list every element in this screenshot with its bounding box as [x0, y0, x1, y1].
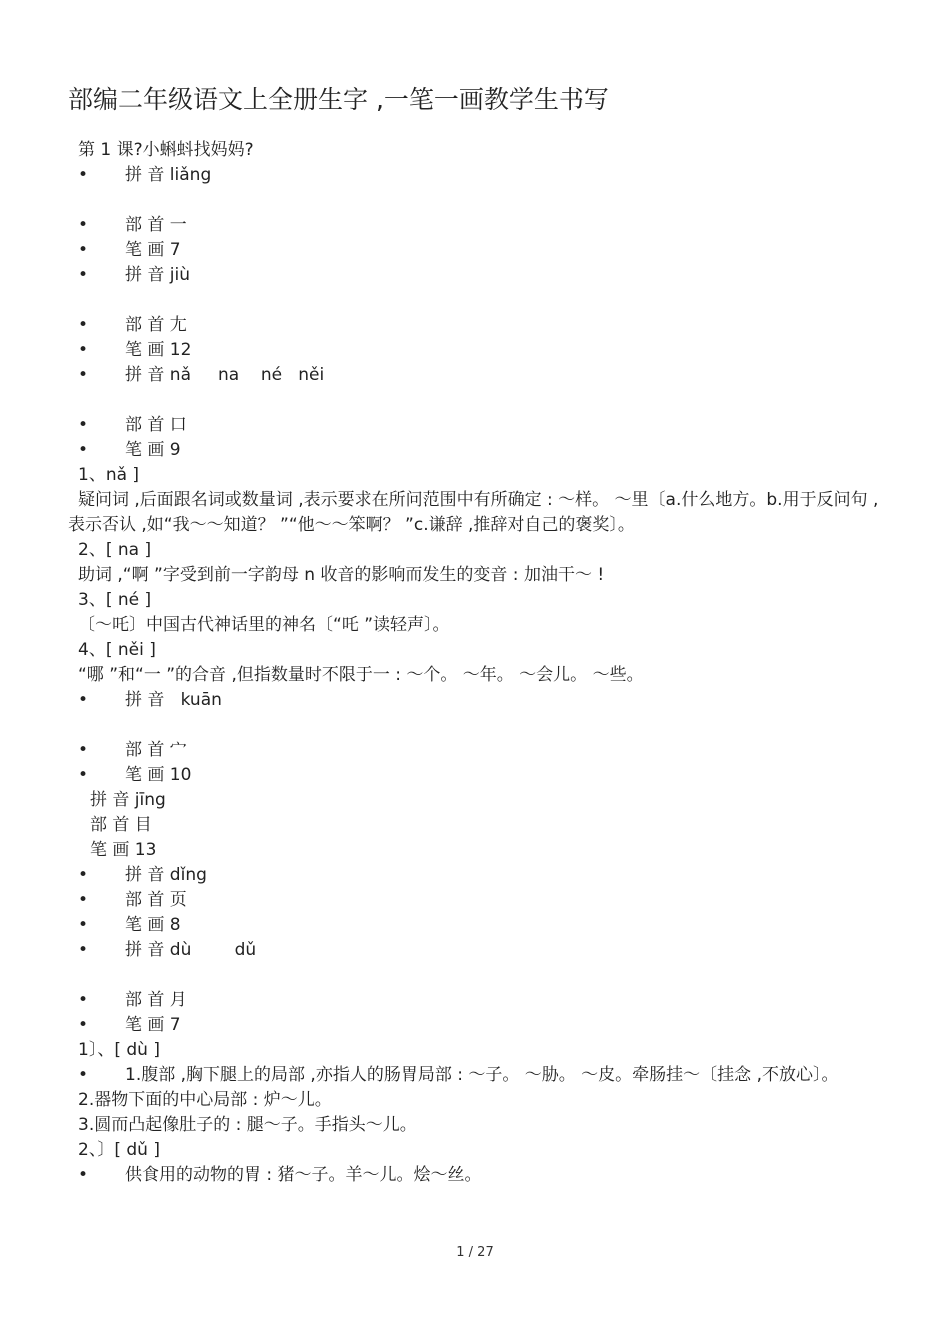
list-item: • 笔 画 7: [68, 238, 888, 263]
lesson-heading: 第 1 课?小蝌蚪找妈妈?: [78, 140, 254, 160]
definition-text: 2.器物下面的中心局部 : 炉～儿。: [78, 1090, 332, 1110]
list-item: • 拼 音 dǐng: [68, 863, 888, 888]
page-number: 1 / 27: [456, 1245, 494, 1260]
list-item: • 拼 音 liǎng: [68, 163, 888, 188]
bullet-icon: •: [78, 415, 89, 435]
definition-heading: 3、[ né ]: [78, 590, 152, 610]
definition-heading: 1〕、[ dù ]: [78, 1040, 160, 1060]
list-item: • 拼 音 dù dǔ: [68, 938, 888, 963]
list-item: • 笔 画 12: [68, 338, 888, 363]
list-item: • 部 首 口: [68, 413, 888, 438]
bullet-icon: •: [78, 165, 89, 185]
list-item: • 笔 画 9: [68, 438, 888, 463]
bullet-icon: •: [78, 940, 89, 960]
document-body: [68, 138, 888, 1188]
info-line: 部 首 目: [90, 815, 152, 835]
list-item: • 笔 画 7: [68, 1013, 888, 1038]
bullet-icon: •: [78, 865, 89, 885]
bullet-icon: •: [78, 340, 89, 360]
bullet-icon: •: [78, 890, 89, 910]
bullet-icon: •: [78, 1065, 89, 1085]
definition-text: • 1.腹部 ,胸下腿上的局部 ,亦指人的肠胃局部 : ～子。 ～胁。 ～皮。牵肠挂～〔挂念 ,不放心〕。: [68, 1063, 888, 1088]
blank-line: [68, 288, 888, 313]
list-item: • 笔 画 10: [68, 763, 888, 788]
bullet-icon: •: [78, 740, 89, 760]
definition-text: 助词 ,“啊 ”字受到前一字韵母 n 收音的影响而发生的变音 : 加油干～ !: [78, 565, 605, 585]
list-item: • 笔 画 8: [68, 913, 888, 938]
definition-text: 疑问词 ,后面跟名词或数量词 ,表示要求在所问范围中有所确定 : ～样。 ～里〔a.什么地方。b.用于反问句 ,表示否认 ,如“我～～知道？ ”“他～～笨啊？ ”c.谦辞 ,推辞对自己的褒奖〕。: [68, 490, 879, 535]
list-item: • 部 首 月: [68, 988, 888, 1013]
definition-text: 3.圆而凸起像肚子的 : 腿～子。手指头～儿。: [78, 1115, 417, 1135]
list-item: • 部 首 宀: [68, 738, 888, 763]
list-item: • 供食用的动物的胃 : 猪～子。羊～儿。烩～丝。: [68, 1163, 888, 1188]
bullet-icon: •: [78, 1015, 89, 1035]
bullet-icon: •: [78, 690, 89, 710]
blank-line: [68, 388, 888, 413]
definition-heading: 2、[ na ]: [78, 540, 152, 560]
bullet-icon: •: [78, 1165, 89, 1185]
info-line: 笔 画 13: [90, 840, 157, 860]
bullet-icon: •: [78, 315, 89, 335]
blank-line: [68, 713, 888, 738]
list-item: • 拼 音 jiù: [68, 263, 888, 288]
list-item: • 部 首 页: [68, 888, 888, 913]
blank-line: [68, 963, 888, 988]
bullet-icon: •: [78, 440, 89, 460]
bullet-icon: •: [78, 240, 89, 260]
bullet-icon: •: [78, 215, 89, 235]
bullet-icon: •: [78, 765, 89, 785]
list-item: • 部 首 一: [68, 213, 888, 238]
definition-text: “哪 ”和“一 ”的合音 ,但指数量时不限于一 : ～个。 ～年。 ～会儿。 ～些。: [78, 665, 644, 685]
bullet-icon: •: [78, 990, 89, 1010]
definition-heading: 1、nǎ ]: [78, 465, 140, 485]
bullet-icon: •: [78, 915, 89, 935]
list-item: • 拼 音 kuān: [68, 688, 888, 713]
list-item: • 部 首 尢: [68, 313, 888, 338]
info-line: 拼 音 jīng: [90, 790, 166, 810]
bullet-icon: •: [78, 365, 89, 385]
blank-line: [68, 188, 888, 213]
list-item: • 拼 音 nǎ na né něi: [68, 363, 888, 388]
definition-heading: 2、〕[ dǔ ]: [78, 1140, 160, 1160]
bullet-icon: •: [78, 265, 89, 285]
definition-heading: 4、[ něi ]: [78, 640, 156, 660]
page-title: 部编二年级语文上全册生字 ,一笔一画教学生书写: [68, 85, 609, 114]
definition-text: 〔～吒〕中国古代神话里的神名〔“吒 ”读轻声〕。: [78, 615, 450, 635]
